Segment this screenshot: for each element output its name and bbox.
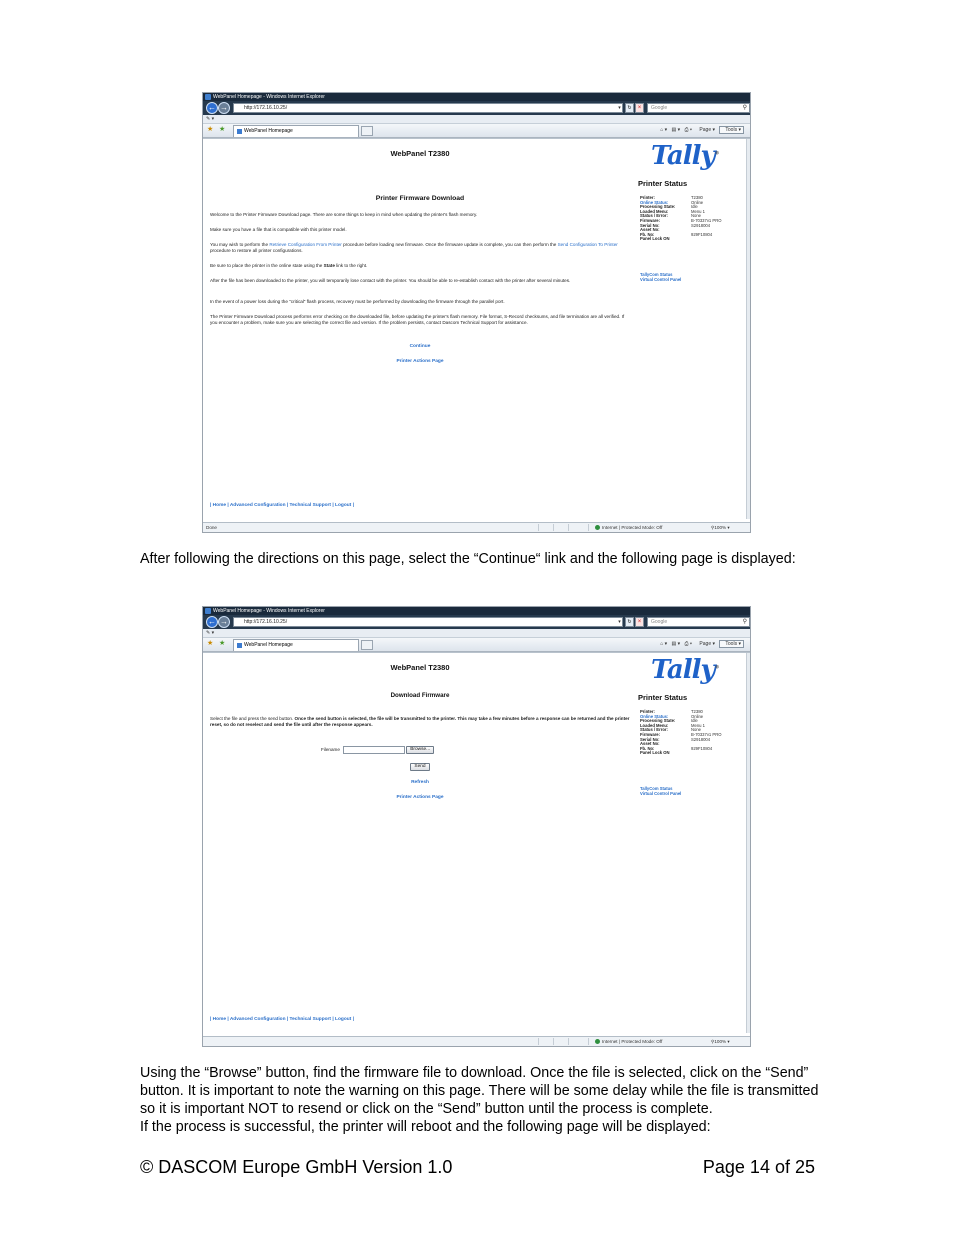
browse-button[interactable]: Browse...	[406, 746, 434, 754]
printer-status-title: Printer Status	[638, 693, 688, 702]
status-key: Firmware:	[640, 731, 661, 737]
status-value: Online	[691, 713, 704, 719]
page-menu[interactable]: Page ▾	[699, 127, 716, 133]
registered-mark: ®	[714, 150, 719, 157]
status-value: T2380	[691, 195, 703, 200]
filename-input[interactable]	[343, 746, 405, 754]
screenshot-download-firmware	[202, 606, 751, 1047]
logo-text: Tally	[651, 655, 715, 685]
tools-menu[interactable]: Tools ▾	[719, 126, 744, 134]
window-title: WebPanel Homepage - Windows Internet Explorer	[203, 93, 750, 101]
add-favorites-icon[interactable]: ★	[219, 126, 226, 133]
printer-status-title: Printer Status	[638, 179, 688, 188]
screenshot-firmware-download	[202, 92, 751, 533]
status-key: Status / Error:	[640, 213, 668, 219]
status-key: Loaded Menu:	[640, 722, 669, 728]
online-state-paragraph	[210, 263, 630, 269]
zoom-value: 100%	[714, 1039, 727, 1044]
status-key: Printer:	[640, 709, 655, 714]
status-text: Done	[206, 525, 217, 530]
status-key: Serial No:	[640, 222, 660, 228]
status-key: Panel Lock ON	[640, 750, 670, 756]
forward-arrow-icon[interactable]: →	[220, 103, 228, 112]
scrollbar[interactable]	[746, 139, 750, 519]
security-zone[interactable]: Internet | Protected Mode: Off	[595, 1037, 662, 1046]
text: You may wish to perform the	[210, 242, 270, 247]
back-arrow-icon[interactable]: ←	[208, 617, 216, 626]
filename-label: Filename	[321, 747, 340, 753]
stop-icon[interactable]: ×	[635, 617, 644, 627]
translate-icon[interactable]: ✎ ▾	[206, 630, 215, 636]
status-value: Menu 1	[691, 722, 705, 728]
status-value: S2918004	[691, 222, 711, 228]
tools-menu-label: Tools	[725, 127, 738, 133]
stop-icon[interactable]: ×	[635, 103, 644, 113]
status-value: Online	[691, 199, 704, 205]
tallycom-status-link[interactable]: TallyCom Status	[640, 272, 673, 277]
page-menu-label: Page	[699, 641, 712, 647]
status-key: Status / Error:	[640, 727, 668, 733]
zoom-icon: ⚲	[711, 1039, 715, 1044]
favorites-star-icon[interactable]: ★	[207, 640, 214, 647]
status-key: Processing State:	[640, 718, 676, 724]
status-value: B-70337v1 PRO	[691, 217, 722, 223]
search-icon[interactable]: ⚲	[742, 619, 747, 625]
instruction-paragraph-1	[140, 550, 820, 568]
paragraph-text-reboot: If the process is successful, the printer will reboot and the following page will be displayed:	[140, 1119, 711, 1135]
printer-actions-link[interactable]: Printer Actions Page	[396, 795, 444, 800]
status-key: Asset No:	[640, 227, 660, 233]
tools-menu[interactable]: Tools ▾	[719, 640, 744, 648]
page-menu[interactable]: Page ▾	[699, 641, 716, 647]
status-key: Serial No:	[640, 736, 660, 742]
refresh-icon[interactable]: ↻	[625, 103, 634, 113]
status-value: B-70337v1 PRO	[691, 731, 722, 737]
configuration-paragraph	[210, 242, 630, 254]
status-value: Idle	[691, 204, 698, 210]
scrollbar[interactable]	[746, 653, 750, 1033]
page-footer	[140, 1157, 815, 1178]
status-value: 929F10804	[691, 745, 713, 751]
search-input[interactable]	[647, 103, 750, 113]
printer-actions-link[interactable]: Printer Actions Page	[396, 359, 444, 364]
zoom-value: 100%	[714, 525, 727, 530]
status-key: Panel Lock ON	[640, 236, 670, 242]
tools-menu-label: Tools	[725, 641, 738, 647]
retrieve-configuration-link[interactable]: Retrieve Configuration From Printer	[269, 242, 342, 247]
tally-logo	[651, 141, 719, 171]
status-key: Printer:	[640, 195, 655, 200]
status-key: Fb. No:	[640, 745, 655, 751]
state-word: State	[323, 263, 335, 268]
new-tab-button[interactable]	[361, 640, 373, 650]
status-bar	[203, 522, 750, 532]
filename-row	[321, 746, 434, 754]
translate-icon[interactable]: ✎ ▾	[206, 116, 215, 122]
error-checking-paragraph: The Printer Firmware Download process performs error checking on the downloaded file, before updating the printer's flash memory. File format, S-Record checksums, and file termination are all verified. If you encounter a problem, make sure you are selecting the correct file and version. If the problem persists, contact Dascom Technical Support for assistance.	[210, 314, 625, 325]
address-row	[203, 615, 750, 629]
address-row	[203, 101, 750, 115]
menu-row	[203, 629, 750, 638]
print-icon[interactable]: ⎙ ▾	[684, 641, 693, 647]
zoom-level[interactable]: ⚲100% ▾	[711, 525, 730, 530]
page-content	[203, 138, 750, 519]
status-value: 929F10804	[691, 231, 713, 237]
section-title: Printer Firmware Download	[375, 195, 465, 202]
print-icon[interactable]: ⎙ ▾	[684, 127, 693, 133]
text: link to the right.	[334, 263, 368, 268]
favorites-row	[203, 124, 750, 138]
command-bar	[657, 640, 744, 649]
search-icon[interactable]: ⚲	[742, 105, 747, 111]
text: procedure before loading new firmware. Once the firmware update is complete, you can then perform the	[341, 242, 558, 247]
address-bar[interactable]: http://172.16.10.25/	[233, 103, 623, 113]
status-bar	[203, 1036, 750, 1046]
page-content	[203, 652, 750, 1033]
add-favorites-icon[interactable]: ★	[219, 640, 226, 647]
send-warning-paragraph	[210, 716, 630, 728]
search-placeholder: Google	[651, 105, 668, 111]
paragraph-text: Using the “Browse” button, find the firmware file to download. Once the file is selected, click on the “Send” button. It is important to note the warning on this page. There will be some delay while the file is transmitted so it is important NOT to resend or click on the “Send” button until the process is complete.	[140, 1065, 819, 1117]
status-key: Loaded Menu:	[640, 208, 669, 214]
paragraph-text: After following the directions on this page, select the “Continue“ link and the following page is displayed:	[140, 551, 796, 567]
status-key[interactable]: Online Status:	[640, 713, 669, 719]
copyright-version: © DASCOM Europe GmbH Version 1.0	[140, 1157, 453, 1177]
refresh-link[interactable]: Refresh	[411, 780, 429, 785]
address-bar[interactable]: http://172.16.10.25/	[233, 617, 623, 627]
footer-links[interactable]: | Home | Advanced Configuration | Technical Support | Logout |	[210, 503, 354, 508]
printer-status-table	[640, 196, 722, 242]
chevron-down-icon[interactable]: ▾	[618, 105, 621, 111]
search-placeholder: Google	[651, 619, 668, 625]
back-arrow-icon[interactable]: ←	[208, 103, 216, 112]
tally-logo	[651, 655, 719, 685]
security-zone[interactable]: Internet | Protected Mode: Off	[595, 523, 662, 532]
page-number: Page 14 of 25	[702, 1157, 815, 1177]
menu-row	[203, 115, 750, 124]
status-row	[640, 237, 722, 242]
chevron-down-icon[interactable]: ▾	[618, 619, 621, 625]
send-row	[210, 763, 630, 771]
tallycom-status-link[interactable]: TallyCom Status	[640, 786, 673, 791]
text: procedure to restore all printer configurations.	[210, 248, 303, 253]
zoom-level[interactable]: ⚲100% ▾	[711, 1039, 730, 1044]
status-value: None	[691, 727, 702, 733]
tab-webpanel-homepage[interactable]: WebPanel Homepage	[233, 639, 359, 651]
home-icon[interactable]: ⌂ ▾	[660, 127, 668, 133]
page-title: WebPanel T2380	[390, 663, 450, 672]
home-icon[interactable]: ⌂ ▾	[660, 641, 668, 647]
status-value: None	[691, 213, 702, 219]
registered-mark: ®	[714, 664, 719, 671]
search-input[interactable]	[647, 617, 750, 627]
warning-text: Once the send button is selected, the file will be transmitted to the printer. This may take a few minutes before a response can be returned and the printer reset, so do not reselect and send the file until after the response appears.	[210, 716, 630, 727]
logo-text: Tally	[651, 141, 715, 171]
status-value: Idle	[691, 718, 698, 724]
lose-contact-paragraph: After the file has been downloaded to the printer, you will temporarily lose contact with the printer. You should be able to re-establish contact with the printer after several minutes.	[210, 278, 571, 283]
section-title: Download Firmware	[390, 692, 450, 699]
status-key[interactable]: Online Status:	[640, 199, 669, 205]
feeds-icon[interactable]: ▤ ▾	[671, 127, 681, 133]
page-title: WebPanel T2380	[390, 149, 450, 158]
instruction-paragraph-2	[140, 1064, 820, 1136]
text: Select the file and press the send button.	[210, 716, 295, 721]
zoom-icon: ⚲	[711, 525, 715, 530]
printer-status-table	[640, 710, 722, 756]
page-menu-label: Page	[699, 127, 712, 133]
intro-paragraph: Welcome to the Printer Firmware Download page. There are some things to keep in mind when updating the printer's flash memory.	[210, 212, 478, 217]
favorites-row	[203, 638, 750, 652]
virtual-control-panel-link[interactable]: Virtual Control Panel	[640, 277, 682, 282]
status-key: Processing State:	[640, 204, 676, 210]
continue-link[interactable]: Continue	[409, 344, 431, 349]
virtual-control-panel-link[interactable]: Virtual Control Panel	[640, 791, 682, 796]
favorites-star-icon[interactable]: ★	[207, 126, 214, 133]
refresh-icon[interactable]: ↻	[625, 617, 634, 627]
send-configuration-link[interactable]: Send Configuration To Printer	[557, 242, 618, 247]
text: Be sure to place the printer in the online state using the	[210, 263, 324, 268]
status-key: Fb. No:	[640, 231, 655, 237]
status-value: Menu 1	[691, 208, 705, 214]
power-loss-paragraph: In the event of a power loss during the "critical" flash process, recovery must be performed by downloading the firmware through the parallel port.	[210, 299, 505, 304]
new-tab-button[interactable]	[361, 126, 373, 136]
status-key: Firmware:	[640, 217, 661, 223]
tab-webpanel-homepage[interactable]: WebPanel Homepage	[233, 125, 359, 137]
command-bar	[657, 126, 744, 135]
window-title: WebPanel Homepage - Windows Internet Explorer	[203, 607, 750, 615]
send-button[interactable]: Send	[410, 763, 429, 771]
forward-arrow-icon[interactable]: →	[220, 617, 228, 626]
status-value: T2380	[691, 709, 703, 714]
status-value: S2918004	[691, 736, 711, 742]
status-row	[640, 751, 722, 756]
footer-links[interactable]: | Home | Advanced Configuration | Technical Support | Logout |	[210, 1017, 354, 1022]
feeds-icon[interactable]: ▤ ▾	[671, 641, 681, 647]
status-key: Asset No:	[640, 741, 660, 747]
compatibility-paragraph: Make sure you have a file that is compatible with this printer model.	[210, 227, 347, 232]
